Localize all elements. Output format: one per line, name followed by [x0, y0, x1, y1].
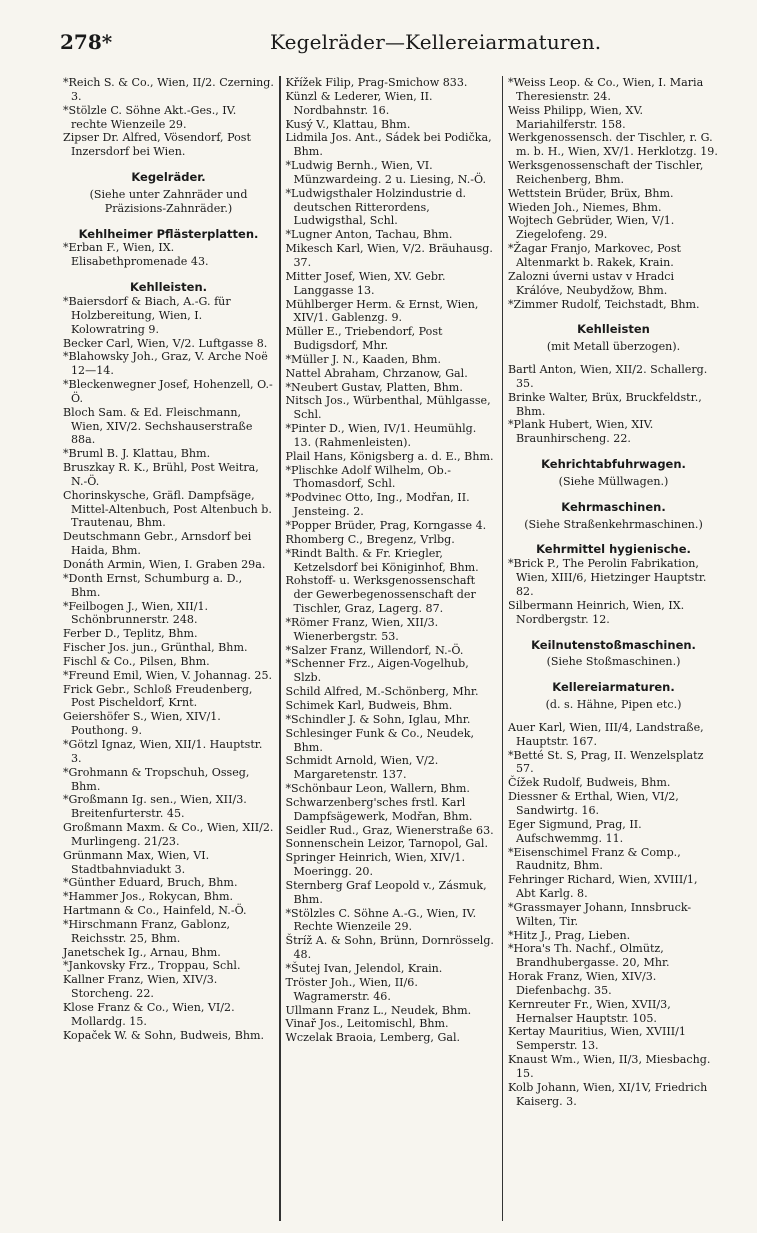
directory-entry: Kopaček W. & Sohn, Budweis, Bhm.: [63, 1028, 265, 1042]
directory-entry: *Grassmayer Johann, Innsbruck-Wilten, Tir.: [508, 900, 692, 928]
directory-entry: *Schönbaur Leon, Wallern, Bhm.: [285, 782, 470, 796]
directory-entry: *Freund Emil, Wien, V. Johannag. 25.: [63, 668, 273, 682]
directory-entry: Wojtech Gebrüder, Wien, V/1. Ziegelofeng. 29.: [508, 214, 675, 242]
directory-entry: Kernreuter Fr., Wien, XVII/3, Hernalser Hauptstr. 105.: [508, 997, 671, 1025]
directory-entry: Kallner Franz, Wien, XIV/3. Storcheng. 22.: [63, 973, 218, 1001]
directory-entry: *Donth Ernst, Schumburg a. D., Bhm.: [63, 571, 243, 599]
directory-entry: *Römer Franz, Wien, XII/3. Wienerbergstr. 53.: [285, 615, 439, 643]
directory-entry: Eger Sigmund, Prag, II. Aufschwemmg. 11.: [508, 817, 642, 845]
directory-entry: *Schenner Frz., Aigen-Vogelhub, Slzb.: [285, 657, 469, 685]
directory-entry: *Stölzles C. Söhne A.-G., Wien, IV. Rechte Wienzeile 29.: [285, 906, 477, 934]
section-note: (d. s. Hähne, Pipen etc.): [545, 698, 682, 712]
directory-entry: Kusý V., Klattau, Bhm.: [285, 117, 411, 131]
directory-entry: Mühlberger Herm. & Ernst, Wien, XIV/1. Gablenzg. 9.: [285, 297, 479, 325]
directory-entry: *Bleckenwegner Josef, Hohenzell, O.-Ö.: [63, 378, 273, 405]
directory-entry: *Ludwig Bernh., Wien, VI. Münzwardeing. 2 u. Liesing, N.-Ö.: [285, 159, 486, 186]
running-title: Kegelräder—Kellereiarmaturen.: [270, 30, 602, 54]
directory-entry: *Stölzle C. Söhne Akt.-Ges., IV. rechte Wienzeile 29.: [63, 103, 237, 131]
directory-entry: Diessner & Erthal, Wien, VI/2, Sandwirtg. 16.: [508, 790, 679, 817]
directory-entry: *Baiersdorf & Biach, A.-G. für Holzbereitung, Wien, I. Kolowratring 9.: [63, 294, 231, 336]
directory-entry: Rhomberg C., Bregenz, Vrlbg.: [285, 532, 455, 546]
directory-entry: *Eisenschimel Franz & Comp., Raudnitz, Bhm.: [508, 845, 681, 873]
section-note: (Siehe Müllwagen.): [558, 474, 669, 488]
column-right: [505, 76, 722, 1221]
directory-entry: Becker Carl, Wien, V/2. Luftgasse 8.: [63, 336, 268, 350]
directory-entry: Schwarzenberg'sches frstl. Karl Dampfsägewerk, Modřan, Bhm.: [285, 795, 473, 823]
directory-entry: *Ludwigsthaler Holzindustrie d. deutschen Ritterordens, Ludwigsthal, Schl.: [285, 186, 467, 228]
directory-entry: Zalozni úverni ustav v Hradci Králóve, Neubydžow, Bhm.: [508, 269, 675, 297]
section-note: (Siehe Stoßmaschinen.): [546, 655, 681, 669]
directory-entry: *Weiss Leop. & Co., Wien, I. Maria Theresienstr. 24.: [508, 76, 704, 103]
directory-entry: *Popper Brüder, Prag, Korngasse 4.: [285, 519, 487, 532]
directory-entry: Werkgenossensch. der Tischler, r. G. m. b. H., Wien, XV/1. Herklotzg. 19.: [508, 131, 718, 159]
directory-entry: Sternberg Graf Leopold v., Zásmuk, Bhm.: [285, 878, 487, 906]
directory-entry: Schild Alfred, M.-Schönberg, Mhr.: [285, 685, 479, 699]
directory-entry: *Müller J. N., Kaaden, Bhm.: [285, 352, 441, 366]
directory-entry: Fischer Jos. jun., Grünthal, Bhm.: [63, 641, 248, 655]
directory-entry: Fischl & Co., Pilsen, Bhm.: [63, 654, 210, 668]
directory-entry: Donáth Armin, Wien, I. Graben 29a.: [63, 558, 266, 571]
directory-entry: *Podvinec Otto, Ing., Modřan, II. Jensteing. 2.: [285, 491, 470, 519]
directory-entry: Křížek Filip, Prag-Smichow 833.: [285, 76, 468, 89]
directory-entry: *Feilbogen J., Wien, XII/1. Schönbrunnerstr. 248.: [63, 599, 209, 627]
section-heading: Kehlheimer Pflästerplatten.: [78, 226, 259, 241]
directory-entry: Štríž A. & Sohn, Brünn, Dornrösselg. 48.: [285, 934, 494, 962]
directory-entry: *Großmann Ig. sen., Wien, XII/3. Breitenfurterstr. 45.: [63, 793, 247, 821]
directory-entry: Sonnenschein Leizor, Tarnopol, Gal.: [285, 837, 488, 851]
section-heading: Kehrichtabfuhrwagen.: [541, 457, 686, 472]
directory-entry: *Erban F., Wien, IX. Elisabethpromenade 43.: [63, 241, 209, 269]
directory-entry: Wczelak Braoia, Lemberg, Gal.: [285, 1031, 461, 1045]
section-heading: Kellereiarmaturen.: [552, 680, 675, 695]
directory-entry: *Pinter D., Wien, IV/1. Heumühlg. 13. (Rahmenleisten).: [285, 422, 477, 449]
directory-entry: Hartmann & Co., Hainfeld, N.-Ö.: [63, 904, 247, 918]
directory-entry: Geiershöfer S., Wien, XIV/1. Pouthong. 9.: [63, 710, 221, 738]
directory-entry: Bruszkay R. K., Brühl, Post Weitra, N.-Ö.: [63, 461, 259, 488]
directory-entry: Schimek Karl, Budweis, Bhm.: [285, 698, 453, 712]
directory-entry: *Götzl Ignaz, Wien, XII/1. Hauptstr. 3.: [63, 737, 263, 765]
directory-entry: *Schindler J. & Sohn, Iglau, Mhr.: [285, 712, 471, 726]
directory-entry: Nattel Abraham, Chrzanow, Gal.: [285, 366, 468, 380]
directory-entry: Zipser Dr. Alfred, Vösendorf, Post Inzersdorf bei Wien.: [63, 131, 251, 159]
section-heading: Kegelräder.: [131, 170, 206, 185]
section-note: (mit Metall überzogen).: [546, 340, 681, 354]
directory-entry: *Plank Hubert, Wien, XIV. Braunhirscheng. 22.: [508, 418, 654, 446]
directory-entry: Ferber D., Teplitz, Bhm.: [63, 627, 198, 641]
directory-entry: *Salzer Franz, Willendorf, N.-Ö.: [285, 643, 464, 657]
directory-entry: *Brick P., The Perolin Fabrikation, Wien, XIII/6, Hietzinger Hauptstr. 82.: [508, 557, 707, 598]
directory-entry: Horak Franz, Wien, XIV/3. Diefenbachg. 35.: [508, 970, 657, 997]
directory-entry: Großmann Maxm. & Co., Wien, XII/2. Murlingeng. 21/23.: [63, 821, 274, 848]
directory-entry: Silbermann Heinrich, Wien, IX. Nordbergstr. 12.: [508, 598, 685, 626]
directory-entry: Frick Gebr., Schloß Freudenberg, Post Pischeldorf, Krnt.: [63, 682, 253, 710]
directory-entry: Čížek Rudolf, Budweis, Bhm.: [508, 776, 671, 790]
directory-entry: Weiss Philipp, Wien, XV. Mariahilferstr. 158.: [508, 103, 644, 131]
directory-entry: Brinke Walter, Brüx, Bruckfeldstr., Bhm.: [508, 390, 702, 418]
directory-entry: *Lugner Anton, Tachau, Bhm.: [285, 228, 453, 242]
directory-entry: *Hammer Jos., Rokycan, Bhm.: [63, 890, 234, 904]
directory-entry: Grünmann Max, Wien, VI. Stadtbahnviadukt 3.: [63, 848, 210, 876]
directory-entry: Tröster Joh., Wien, II/6. Wagramerstr. 46.: [285, 975, 418, 1003]
directory-entry: *Rindt Balth. & Fr. Kriegler, Ketzelsdorf bei Königinhof, Bhm.: [285, 546, 479, 574]
directory-entry: Schmidt Arnold, Wien, V/2. Margaretenstr. 137.: [285, 754, 439, 782]
directory-entry: Fehringer Richard, Wien, XVIII/1, Abt Karlg. 8.: [508, 873, 698, 901]
directory-entry: Mitter Josef, Wien, XV. Gebr. Langgasse 13.: [285, 269, 446, 297]
directory-entry: *Plischke Adolf Wilhelm, Ob.-Thomasdorf, Schl.: [285, 463, 452, 491]
directory-entry: Chorinskysche, Gräfl. Dampfsäge, Mittel-Altenbuch, Post Altenbuch b. Trautenau, Bhm.: [63, 488, 272, 530]
directory-entry: *Betté St. S, Prag, II. Wenzelsplatz 57.: [508, 748, 704, 776]
column-divider: [502, 76, 504, 1221]
directory-entry: *Hora's Th. Nachf., Olmütz, Brandhubergasse. 20, Mhr.: [508, 942, 670, 970]
directory-entry: Klose Franz & Co., Wien, VI/2. Mollardg. 15.: [63, 1001, 235, 1028]
directory-entry: *Šutej Ivan, Jelendol, Krain.: [285, 962, 443, 975]
column-left: [60, 76, 277, 1221]
directory-entry: Bloch Sam. & Ed. Fleischmann, Wien, XIV/2. Sechshauserstraße 88a.: [63, 405, 253, 447]
directory-entry: Schlesinger Funk & Co., Neudek, Bhm.: [285, 726, 474, 754]
directory-entry: Rohstoff- u. Werksgenossenschaft der Gewerbegenossenschaft der Tischler, Graz, Lagerg. 87.: [285, 574, 476, 616]
directory-entry: Müller E., Triebendorf, Post Budigsdorf, Mhr.: [285, 325, 443, 353]
directory-entry: Vinař Jos., Leitomischl, Bhm.: [285, 1017, 449, 1031]
directory-entry: Seidler Rud., Graz, Wienerstraße 63.: [285, 823, 494, 837]
section-note: (Siehe unter Zahnräder und Präzisions-Zahnräder.): [89, 187, 248, 215]
directory-entry: Ullmann Franz L., Neudek, Bhm.: [285, 1003, 472, 1017]
directory-entry: Bartl Anton, Wien, XII/2. Schallerg. 35.: [508, 363, 708, 390]
directory-entry: *Žagar Franjo, Markovec, Post Altenmarkt b. Rakek, Krain.: [508, 242, 681, 269]
directory-entry: *Reich S. & Co., Wien, II/2. Czerning. 3.: [63, 76, 274, 103]
directory-entry: *Blahowsky Joh., Graz, V. Arche Noë 12—14.: [63, 350, 268, 378]
directory-entry: Plail Hans, Königsberg a. d. E., Bhm.: [285, 449, 494, 463]
directory-entry: Kolb Johann, Wien, XI/1V, Friedrich Kaiserg. 3.: [508, 1080, 708, 1108]
directory-entry: *Jankovsky Frz., Troppau, Schl.: [63, 959, 241, 973]
directory-entry: *Hirschmann Franz, Gablonz, Reichsstr. 25, Bhm.: [63, 917, 231, 945]
directory-entry: Wieden Joh., Niemes, Bhm.: [508, 200, 662, 214]
directory-entry: *Bruml B. J. Klattau, Bhm.: [63, 447, 211, 461]
directory-entry: Kertay Mauritius, Wien, XVIII/1 Semperstr. 13.: [508, 1025, 686, 1053]
directory-columns: [60, 76, 724, 1221]
page-number: 278*: [60, 30, 113, 54]
page-header: [60, 30, 720, 60]
directory-entry: *Günther Eduard, Bruch, Bhm.: [63, 876, 238, 890]
directory-entry: *Grohmann & Tropschuh, Osseg, Bhm.: [63, 765, 250, 793]
section-heading: Kehrmittel hygienische.: [536, 542, 691, 557]
directory-entry: Auer Karl, Wien, III/4, Landstraße, Hauptstr. 167.: [508, 720, 704, 748]
directory-entry: Mikesch Karl, Wien, V/2. Bräuhausg. 37.: [285, 242, 493, 269]
directory-entry: *Hitz J., Prag, Lieben.: [508, 928, 631, 942]
directory-entry: Knaust Wm., Wien, II/3, Miesbachg. 15.: [508, 1053, 711, 1080]
column-divider: [279, 76, 281, 1221]
directory-entry: Nitsch Jos., Würbenthal, Mühlgasse, Schl.: [285, 394, 491, 422]
directory-entry: Janetschek Ig., Arnau, Bhm.: [63, 945, 221, 959]
section-heading: Kehlleisten: [577, 322, 650, 337]
directory-entry: Lidmila Jos. Ant., Sádek bei Podička, Bhm.: [285, 131, 492, 159]
directory-entry: *Neubert Gustav, Platten, Bhm.: [285, 380, 463, 394]
directory-entry: Künzl & Lederer, Wien, II. Nordbahnstr. 16.: [285, 89, 433, 117]
section-note: (Siehe Straßenkehrmaschinen.): [524, 517, 703, 531]
directory-entry: *Zimmer Rudolf, Teichstadt, Bhm.: [508, 297, 700, 311]
directory-entry: Springer Heinrich, Wien, XIV/1. Moeringg. 20.: [285, 851, 466, 879]
column-middle: [283, 76, 500, 1221]
section-heading: Kehrmaschinen.: [561, 499, 666, 514]
section-heading: Keilnutenstoßmaschinen.: [531, 637, 696, 652]
directory-entry: Wettstein Brüder, Brüx, Bhm.: [508, 186, 674, 200]
directory-entry: Werksgenossenschaft der Tischler, Reichenberg, Bhm.: [508, 159, 704, 186]
directory-entry: Deutschmann Gebr., Arnsdorf bei Haida, Bhm.: [63, 530, 252, 558]
section-heading: Kehlleisten.: [129, 280, 208, 295]
